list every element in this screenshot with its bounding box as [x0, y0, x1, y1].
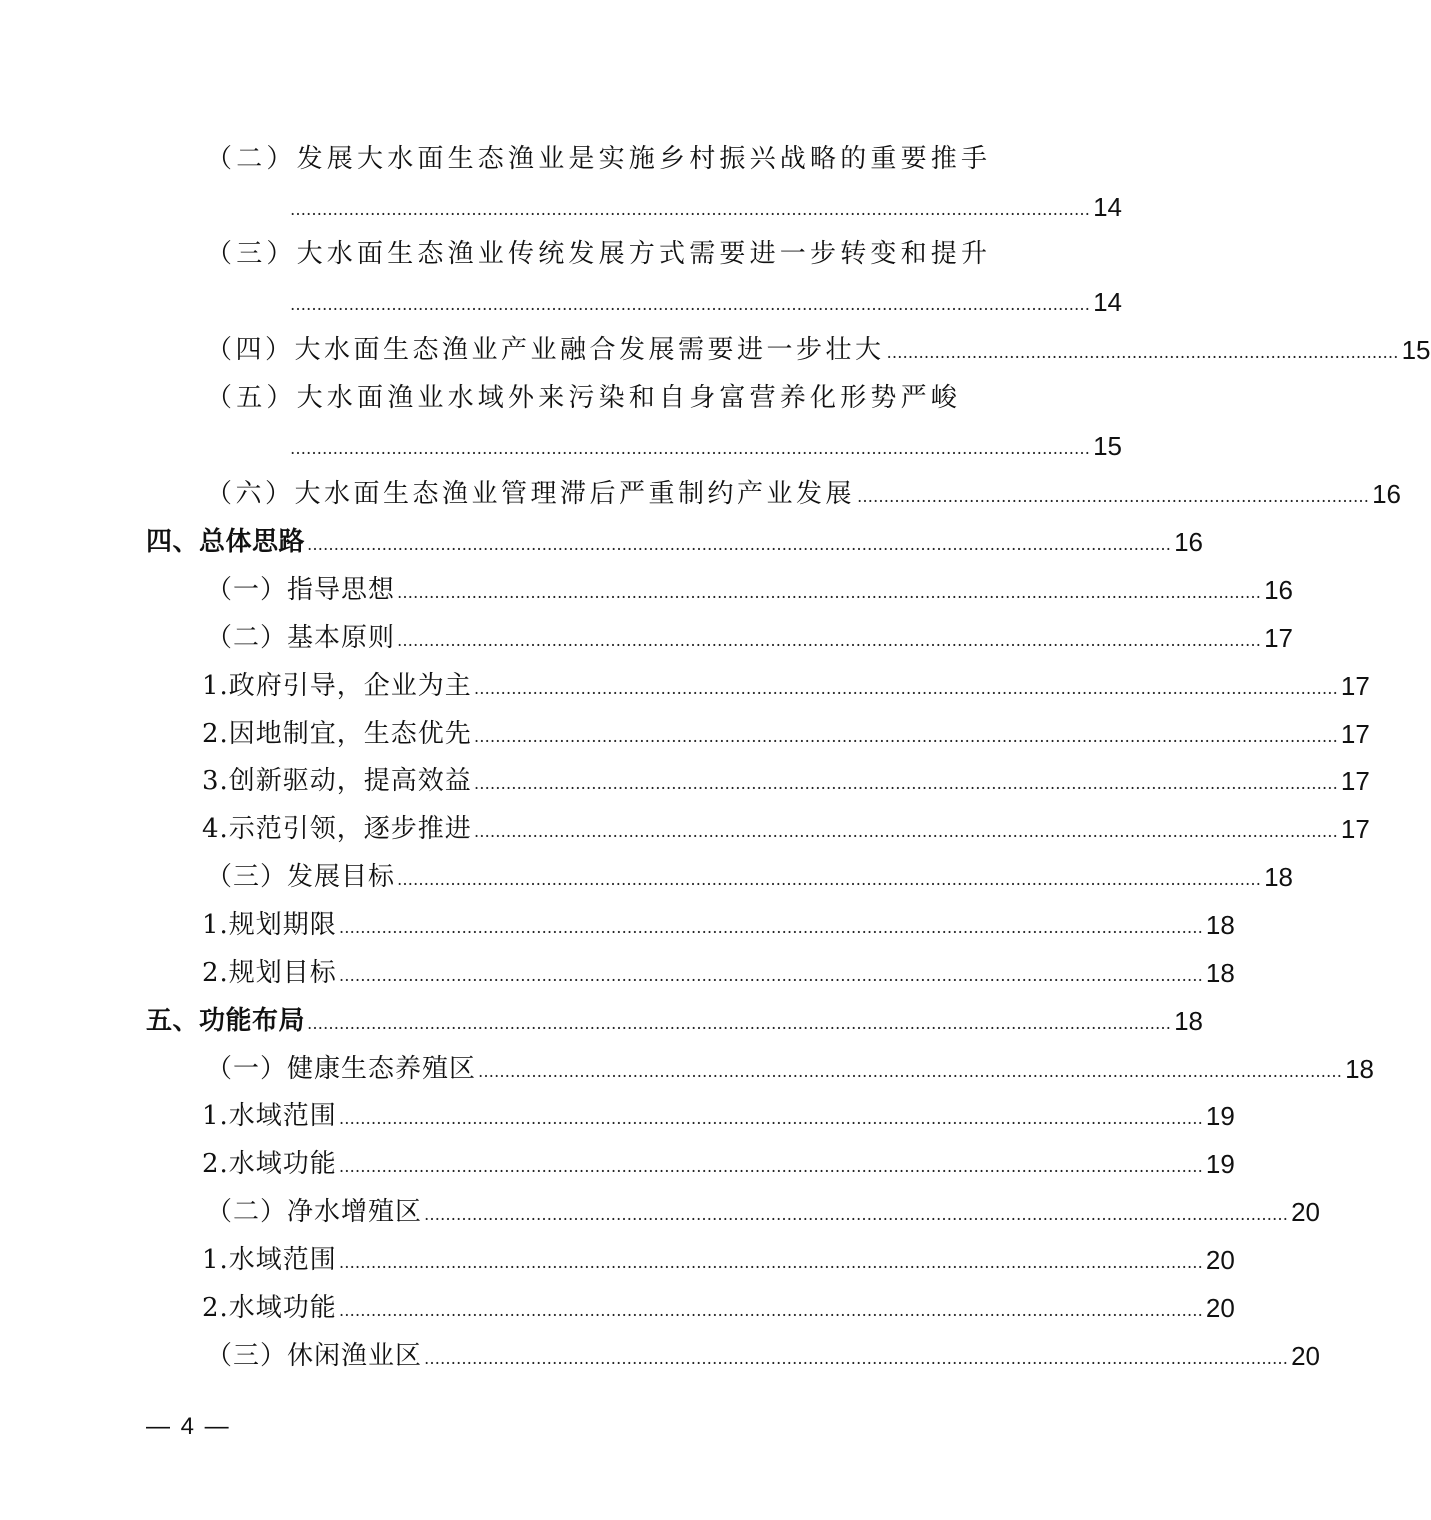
toc-page-number: 16 [1372, 479, 1402, 509]
toc-page-number: 18 [1205, 910, 1235, 940]
toc-entry-text: 2.水域功能 [202, 1149, 337, 1179]
dot-leader: ……………………………………………………………………………………………………………………………………………… [338, 1157, 1203, 1176]
dot-leader: ……………………………………………………………………………………………………………………………………………… [338, 1109, 1203, 1128]
dot-leader: ……………………………………………………………………………………………………………………………………………… [338, 966, 1203, 985]
toc-chapter-text: 四、总体思路 [146, 527, 306, 557]
dot-leader: …………………………………………………………………………………………………………………………………… [290, 200, 1090, 219]
toc-entry[interactable] [202, 1292, 1235, 1324]
dot-leader: …………………………………………………………………………………… [886, 343, 1399, 362]
toc-entry[interactable] [288, 191, 1122, 223]
toc-entry-text: （二）基本原则 [206, 623, 396, 653]
toc-entry-text: （三）休闲渔业区 [206, 1341, 423, 1371]
toc-entry-text: 2.水域功能 [202, 1293, 337, 1323]
toc-entry[interactable] [206, 1340, 1321, 1372]
toc-chapter[interactable] [146, 526, 1204, 558]
dot-leader: ……………………………………………………………………………………………………………………………………………… [473, 679, 1338, 698]
toc-chapter[interactable] [146, 1005, 1204, 1037]
dot-leader: …………………………………………………………………………………………………………………………………… [290, 295, 1090, 314]
dot-leader: ……………………………………………………………………………………………………………………………………………… [424, 1205, 1289, 1224]
toc-entry[interactable] [206, 574, 1294, 606]
dot-leader: ……………………………………………………………………………………………………………………………………………… [473, 774, 1338, 793]
toc-entry-text: 1.政府引导，企业为主 [202, 671, 472, 701]
toc-entry[interactable] [202, 909, 1235, 941]
toc-page-number: 17 [1340, 766, 1370, 796]
dot-leader: ……………………………………………………………………………………………………………………………………………… [307, 1014, 1172, 1033]
toc-entry-text: （一）指导思想 [206, 575, 396, 605]
dot-leader: ……………………………………………………………………………………………………………………………………………… [397, 583, 1262, 602]
toc-entry-text: （六）大水面生态渔业管理滞后严重制约产业发展 [206, 479, 856, 509]
toc-entry[interactable] [202, 670, 1370, 702]
toc-page-number: 18 [1205, 958, 1235, 988]
dot-leader: ……………………………………………………………………………………………………………………………………………… [473, 822, 1338, 841]
toc-page-number: 14 [1093, 287, 1122, 317]
toc-entry-text: 2.规划目标 [202, 958, 337, 988]
toc-page-number: 18 [1264, 862, 1294, 892]
dot-leader: …………………………………………………………………………………… [857, 487, 1370, 506]
toc-entry-text: 4.示范引领，逐步推进 [202, 814, 472, 844]
toc-entry[interactable] [202, 957, 1235, 989]
toc-page-number: 20 [1205, 1293, 1235, 1323]
toc-page-number: 20 [1291, 1341, 1321, 1371]
toc-entry[interactable] [202, 1148, 1235, 1180]
toc-entry-text: （五）大水面渔业水域外来污染和自身富营养化形势严峻 [206, 383, 962, 413]
dot-leader: ……………………………………………………………………………………………………………………………………………… [397, 870, 1262, 889]
toc-entry-text: （二）净水增殖区 [206, 1197, 423, 1227]
page-number-footer: — 4 — [146, 1413, 231, 1440]
toc-page-number: 19 [1205, 1101, 1235, 1131]
toc-entry-text: （二）发展大水面生态渔业是实施乡村振兴战略的重要推手 [206, 144, 992, 174]
toc-entry-text: （四）大水面生态渔业产业融合发展需要进一步壮大 [206, 335, 885, 365]
toc-entry[interactable] [206, 334, 1431, 366]
dot-leader: ……………………………………………………………………………………………………………………………………………… [338, 918, 1203, 937]
toc-entry[interactable] [202, 718, 1370, 750]
toc-entry[interactable] [206, 861, 1294, 893]
toc-entry-text: （一）健康生态养殖区 [206, 1054, 477, 1084]
toc-entry-text: （三）大水面生态渔业传统发展方式需要进一步转变和提升 [206, 239, 992, 269]
toc-entry[interactable] [206, 1196, 1321, 1228]
toc-entry-text: 1.水域范围 [202, 1245, 337, 1275]
toc-entry-text: 1.水域范围 [202, 1101, 337, 1131]
toc-page-number: 14 [1093, 192, 1122, 222]
toc-entry-text: （三）发展目标 [206, 862, 396, 892]
dot-leader: …………………………………………………………………………………………………………………………………… [290, 439, 1090, 458]
toc-entry-text: 1.规划期限 [202, 910, 337, 940]
toc-entry[interactable] [288, 430, 1122, 462]
toc-page-number: 17 [1340, 814, 1370, 844]
toc-entry[interactable] [206, 478, 1402, 510]
dot-leader: ……………………………………………………………………………………………………………………………………………… [338, 1253, 1203, 1272]
toc-entry[interactable] [288, 286, 1122, 318]
toc-entry[interactable] [202, 1244, 1235, 1276]
toc-chapter-text: 五、功能布局 [146, 1006, 306, 1036]
toc-entry-text: 3.创新驱动，提高效益 [202, 766, 472, 796]
toc-entry[interactable] [202, 1100, 1235, 1132]
dot-leader: ……………………………………………………………………………………………………………………………………………… [307, 535, 1172, 554]
dot-leader: ……………………………………………………………………………………………………………………………………………… [424, 1349, 1289, 1368]
dot-leader: ……………………………………………………………………………………………………………………………………………… [478, 1062, 1343, 1081]
toc-page-number: 17 [1340, 719, 1370, 749]
toc-entry[interactable] [202, 813, 1370, 845]
toc-entry-text: 2.因地制宜，生态优先 [202, 719, 472, 749]
toc-page-number: 20 [1291, 1197, 1321, 1227]
toc-entry[interactable] [202, 765, 1370, 797]
dot-leader: ……………………………………………………………………………………………………………………………………………… [338, 1301, 1203, 1320]
toc-page-number: 17 [1264, 623, 1294, 653]
dot-leader: ……………………………………………………………………………………………………………………………………………… [397, 631, 1262, 650]
toc-page-number: 16 [1264, 575, 1294, 605]
toc-page-number: 20 [1205, 1245, 1235, 1275]
toc-entry[interactable] [206, 1053, 1375, 1085]
toc-page-number: 15 [1093, 431, 1122, 461]
toc-page-number: 18 [1345, 1054, 1375, 1084]
toc-page-number: 16 [1174, 527, 1204, 557]
toc-page-number: 15 [1401, 335, 1431, 365]
toc-page-number: 19 [1205, 1149, 1235, 1179]
toc-page-number: 18 [1174, 1006, 1204, 1036]
dot-leader: ……………………………………………………………………………………………………………………………………………… [473, 727, 1338, 746]
toc-entry[interactable] [206, 622, 1294, 654]
toc-page-number: 17 [1340, 671, 1370, 701]
